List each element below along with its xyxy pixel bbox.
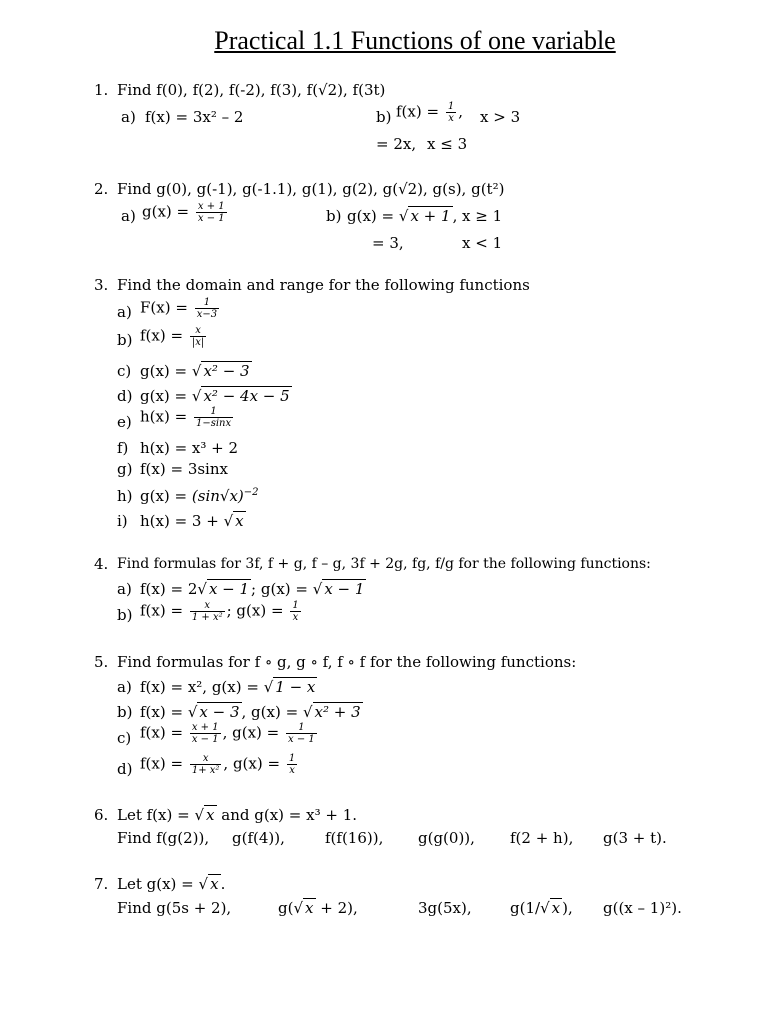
find-item: g((x – 1)²).: [603, 899, 682, 917]
find-item: g(f(4)),: [232, 829, 285, 847]
question-stem: Let f(x) = √ x and g(x) = x³ + 1.: [117, 806, 358, 824]
function-definition: g(x) = √ x² − 3: [140, 362, 250, 380]
question-stem: Find the domain and range for the following functions: [117, 276, 530, 294]
question-number: 5.: [94, 653, 109, 671]
find-item: Find f(g(2)),: [117, 829, 210, 847]
question-number: 6.: [94, 806, 109, 824]
question-number: 4.: [94, 555, 109, 573]
part-label: i): [117, 512, 128, 530]
function-definition: f(x) = √ x − 3 , g(x) = √ x² + 3: [140, 703, 361, 721]
part-label: c): [117, 729, 132, 747]
function-definition: g(x) = √ x + 1 ,: [347, 207, 458, 225]
part-label: d): [117, 387, 133, 405]
part-label: f): [117, 439, 129, 457]
function-definition: f(x) = 2√ x − 1 ; g(x) = √ x − 1: [140, 580, 365, 598]
question-stem: Find formulas for 3f, f + g, f – g, 3f + 2g, fg, f/g for the following functions:: [117, 556, 651, 572]
part-label: b): [117, 606, 133, 624]
find-item: g(1/√ x ),: [510, 899, 573, 917]
question-number: 7.: [94, 875, 109, 893]
part-label: g): [117, 460, 133, 478]
part-label: a): [117, 580, 132, 598]
part-label: c): [117, 362, 132, 380]
question-number: 3.: [94, 276, 109, 294]
function-definition: g(x) = $\frac{x + 1}{x - 1}$: [142, 201, 225, 224]
question-number: 1.: [94, 81, 109, 99]
find-item: g(g(0)),: [418, 829, 475, 847]
part-label: a): [117, 678, 132, 696]
function-definition: f(x) = $\frac{x}{|x|}$: [140, 325, 205, 348]
condition: x ≥ 1: [462, 207, 503, 225]
find-item: 3g(5x),: [418, 899, 472, 917]
part-label: b): [376, 108, 392, 126]
function-definition: f(x) = 3sinx: [140, 460, 228, 478]
condition: x > 3: [480, 108, 521, 126]
part-label: h): [117, 487, 133, 505]
function-definition: f(x) = 3x² – 2: [145, 108, 244, 126]
page-title: Practical 1.1 Functions of one variable: [214, 26, 616, 55]
question-stem: Find g(0), g(-1), g(-1.1), g(1), g(2), g(√2), g(s), g(t²): [117, 180, 505, 198]
part-label: d): [117, 760, 133, 778]
part-label: a): [121, 207, 136, 225]
function-definition: F(x) = $\frac{1}{x-3}$: [140, 297, 218, 320]
part-label: e): [117, 413, 132, 431]
function-definition: f(x) = $\frac{x}{\text{1+ x²}}$ , g(x) = $\frac{1}{x}$: [140, 753, 296, 776]
piece-expression: = 3,: [372, 234, 404, 252]
condition: x ≤ 3: [427, 135, 468, 153]
question-stem: Find formulas for f ∘ g, g ∘ f, f ∘ f for the following functions:: [117, 653, 577, 671]
question-number: 2.: [94, 180, 109, 198]
find-item: f(f(16)),: [325, 829, 384, 847]
part-label: b): [117, 703, 133, 721]
function-definition: f(x) = $\frac{x}{\text{1 + x²}}$ ; g(x) = $\frac{1}{x}$: [140, 600, 299, 623]
find-item: g(3 + t).: [603, 829, 667, 847]
find-item: g(√ x + 2),: [278, 899, 358, 917]
part-label: a): [117, 303, 132, 321]
function-definition: f(x) = $\frac{x + 1}{x - 1}$ , g(x) = $\frac{1}{x - 1}$: [140, 722, 315, 745]
part-label: b): [326, 207, 342, 225]
function-definition: $g(x) = (\sin√x)^{-2}$: [140, 487, 259, 505]
function-definition: h(x) = x³ + 2: [140, 439, 239, 457]
function-definition: h(x) = $\frac{1}{1-\sin x}$: [140, 406, 232, 429]
part-label: a): [121, 108, 136, 126]
question-stem: Find f(0), f(2), f(-2), f(3), f(√2), f(3t): [117, 81, 386, 99]
question-stem: Let g(x) = √ x .: [117, 875, 226, 893]
find-item: Find g(5s + 2),: [117, 899, 232, 917]
function-definition: h(x) = 3 + √ x: [140, 512, 244, 530]
find-item: f(2 + h),: [510, 829, 574, 847]
part-label: b): [117, 331, 133, 349]
condition: x < 1: [462, 234, 503, 252]
function-definition: g(x) = √ x² − 4x − 5: [140, 387, 290, 405]
function-definition: f(x) = x², g(x) = √ 1 − x: [140, 678, 316, 696]
function-definition: f(x) = $\frac{1}{x}$ ,: [396, 101, 463, 124]
piece-expression: = 2x,: [376, 135, 417, 153]
